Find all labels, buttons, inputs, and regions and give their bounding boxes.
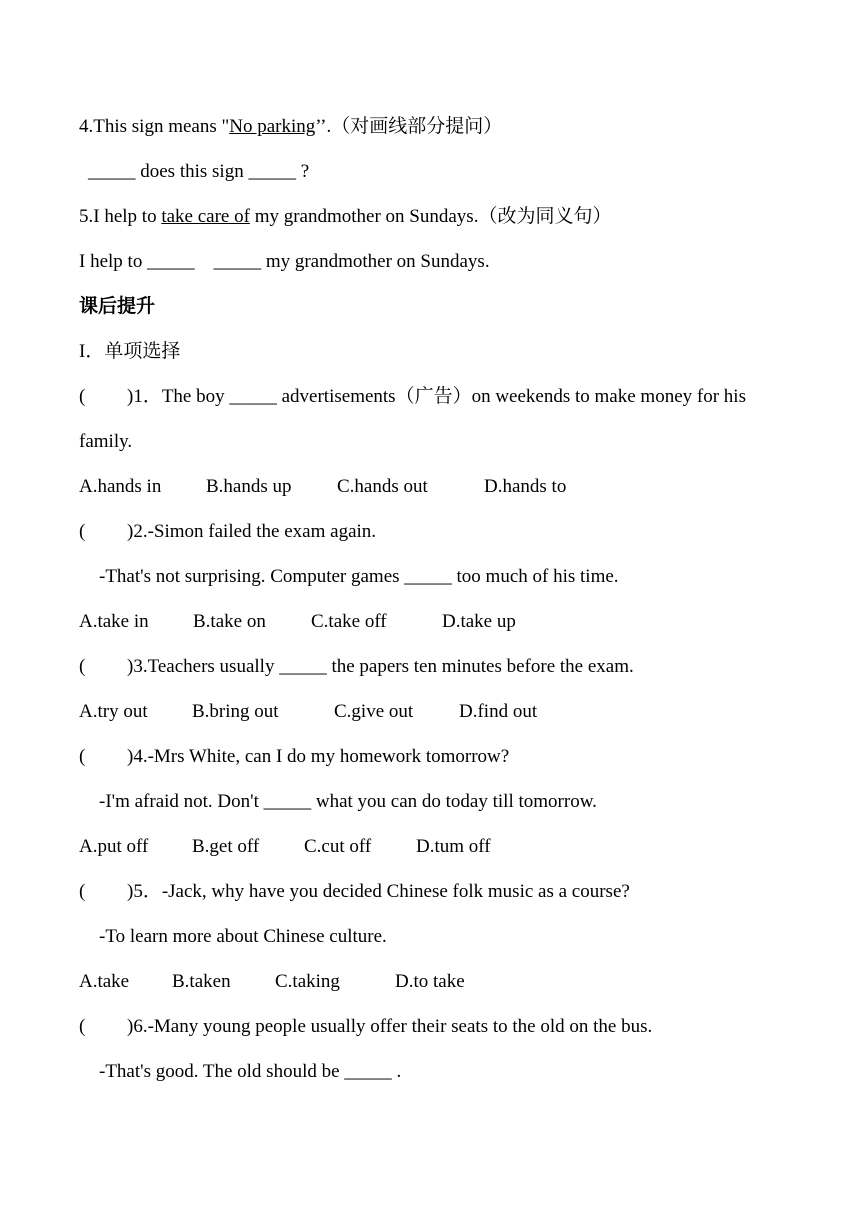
option-b: B.get off bbox=[192, 836, 260, 857]
question-stem: )4.-Mrs White, can I do my homework tomorrow? bbox=[127, 746, 510, 767]
option-c: C.give out bbox=[334, 701, 414, 722]
question-6 bbox=[79, 1014, 800, 1040]
question-5 bbox=[79, 879, 800, 905]
question-3 bbox=[79, 654, 800, 680]
options-q3 bbox=[79, 699, 800, 725]
option-b: B.take on bbox=[193, 611, 266, 632]
options-q4 bbox=[79, 834, 800, 860]
question-reply: -That's not surprising. Computer games _____ too much of his time. bbox=[99, 566, 619, 587]
option-c: C.cut off bbox=[304, 836, 372, 857]
question-4 bbox=[79, 744, 800, 770]
option-a: A.try out bbox=[79, 701, 148, 722]
question-reply: -To learn more about Chinese culture. bbox=[99, 926, 387, 947]
option-c: C.take off bbox=[311, 611, 387, 632]
option-d: D.to take bbox=[395, 971, 465, 992]
rewrite-q4-suffix: ’’.（对画线部分提问） bbox=[315, 116, 503, 137]
rewrite-q5-answer: I help to _____ _____ my grandmother on Sundays. bbox=[79, 251, 490, 272]
option-a: A.take in bbox=[79, 611, 149, 632]
options-q2 bbox=[79, 609, 800, 635]
question-stem: )5．-Jack, why have you decided Chinese folk music as a course? bbox=[127, 881, 630, 902]
answer-paren: ( bbox=[79, 746, 86, 767]
answer-paren: ( bbox=[79, 521, 86, 542]
option-b: B.taken bbox=[172, 971, 231, 992]
rewrite-q5-suffix: my grandmother on Sundays.（改为同义句） bbox=[249, 206, 612, 227]
option-b: B.bring out bbox=[192, 701, 279, 722]
rewrite-q5 bbox=[79, 204, 800, 230]
question-2 bbox=[79, 519, 800, 545]
question-1 bbox=[79, 384, 800, 410]
section-title: 课后提升 bbox=[79, 296, 156, 317]
option-d: D.find out bbox=[459, 701, 538, 722]
question-stem: )1．The boy _____ advertisements（广告）on weekends to make money for his bbox=[127, 386, 746, 407]
option-d: D.hands to bbox=[484, 476, 567, 497]
question-stem: )6.-Many young people usually offer their seats to the old on the bus. bbox=[127, 1016, 653, 1037]
option-a: A.take bbox=[79, 971, 130, 992]
rewrite-q4-answer: _____ does this sign _____ ? bbox=[88, 161, 310, 182]
option-c: C.taking bbox=[275, 971, 340, 992]
answer-paren: ( bbox=[79, 656, 86, 677]
question-stem: )2.-Simon failed the exam again. bbox=[127, 521, 377, 542]
options-q5 bbox=[79, 969, 800, 995]
question-reply: -That's good. The old should be _____ . bbox=[99, 1061, 402, 1082]
option-a: A.hands in bbox=[79, 476, 162, 497]
options-q1 bbox=[79, 474, 800, 500]
rewrite-q5-prefix: 5.I help to bbox=[79, 206, 162, 227]
rewrite-q4-underlined: No parking bbox=[229, 116, 316, 137]
answer-paren: ( bbox=[79, 386, 86, 407]
option-d: D.tum off bbox=[416, 836, 491, 857]
option-b: B.hands up bbox=[206, 476, 292, 497]
answer-paren: ( bbox=[79, 881, 86, 902]
rewrite-q5-underlined: take care of bbox=[161, 206, 250, 227]
part-title: I．单项选择 bbox=[79, 341, 181, 362]
option-a: A.put off bbox=[79, 836, 149, 857]
option-c: C.hands out bbox=[337, 476, 428, 497]
question-reply: -I'm afraid not. Don't _____ what you can do today till tomorrow. bbox=[99, 791, 597, 812]
question-stem: )3.Teachers usually _____ the papers ten minutes before the exam. bbox=[127, 656, 634, 677]
answer-paren: ( bbox=[79, 1016, 86, 1037]
rewrite-q4 bbox=[79, 114, 800, 140]
option-d: D.take up bbox=[442, 611, 516, 632]
rewrite-q4-prefix: 4.This sign means " bbox=[79, 116, 230, 137]
question-stem-cont: family. bbox=[79, 431, 133, 452]
